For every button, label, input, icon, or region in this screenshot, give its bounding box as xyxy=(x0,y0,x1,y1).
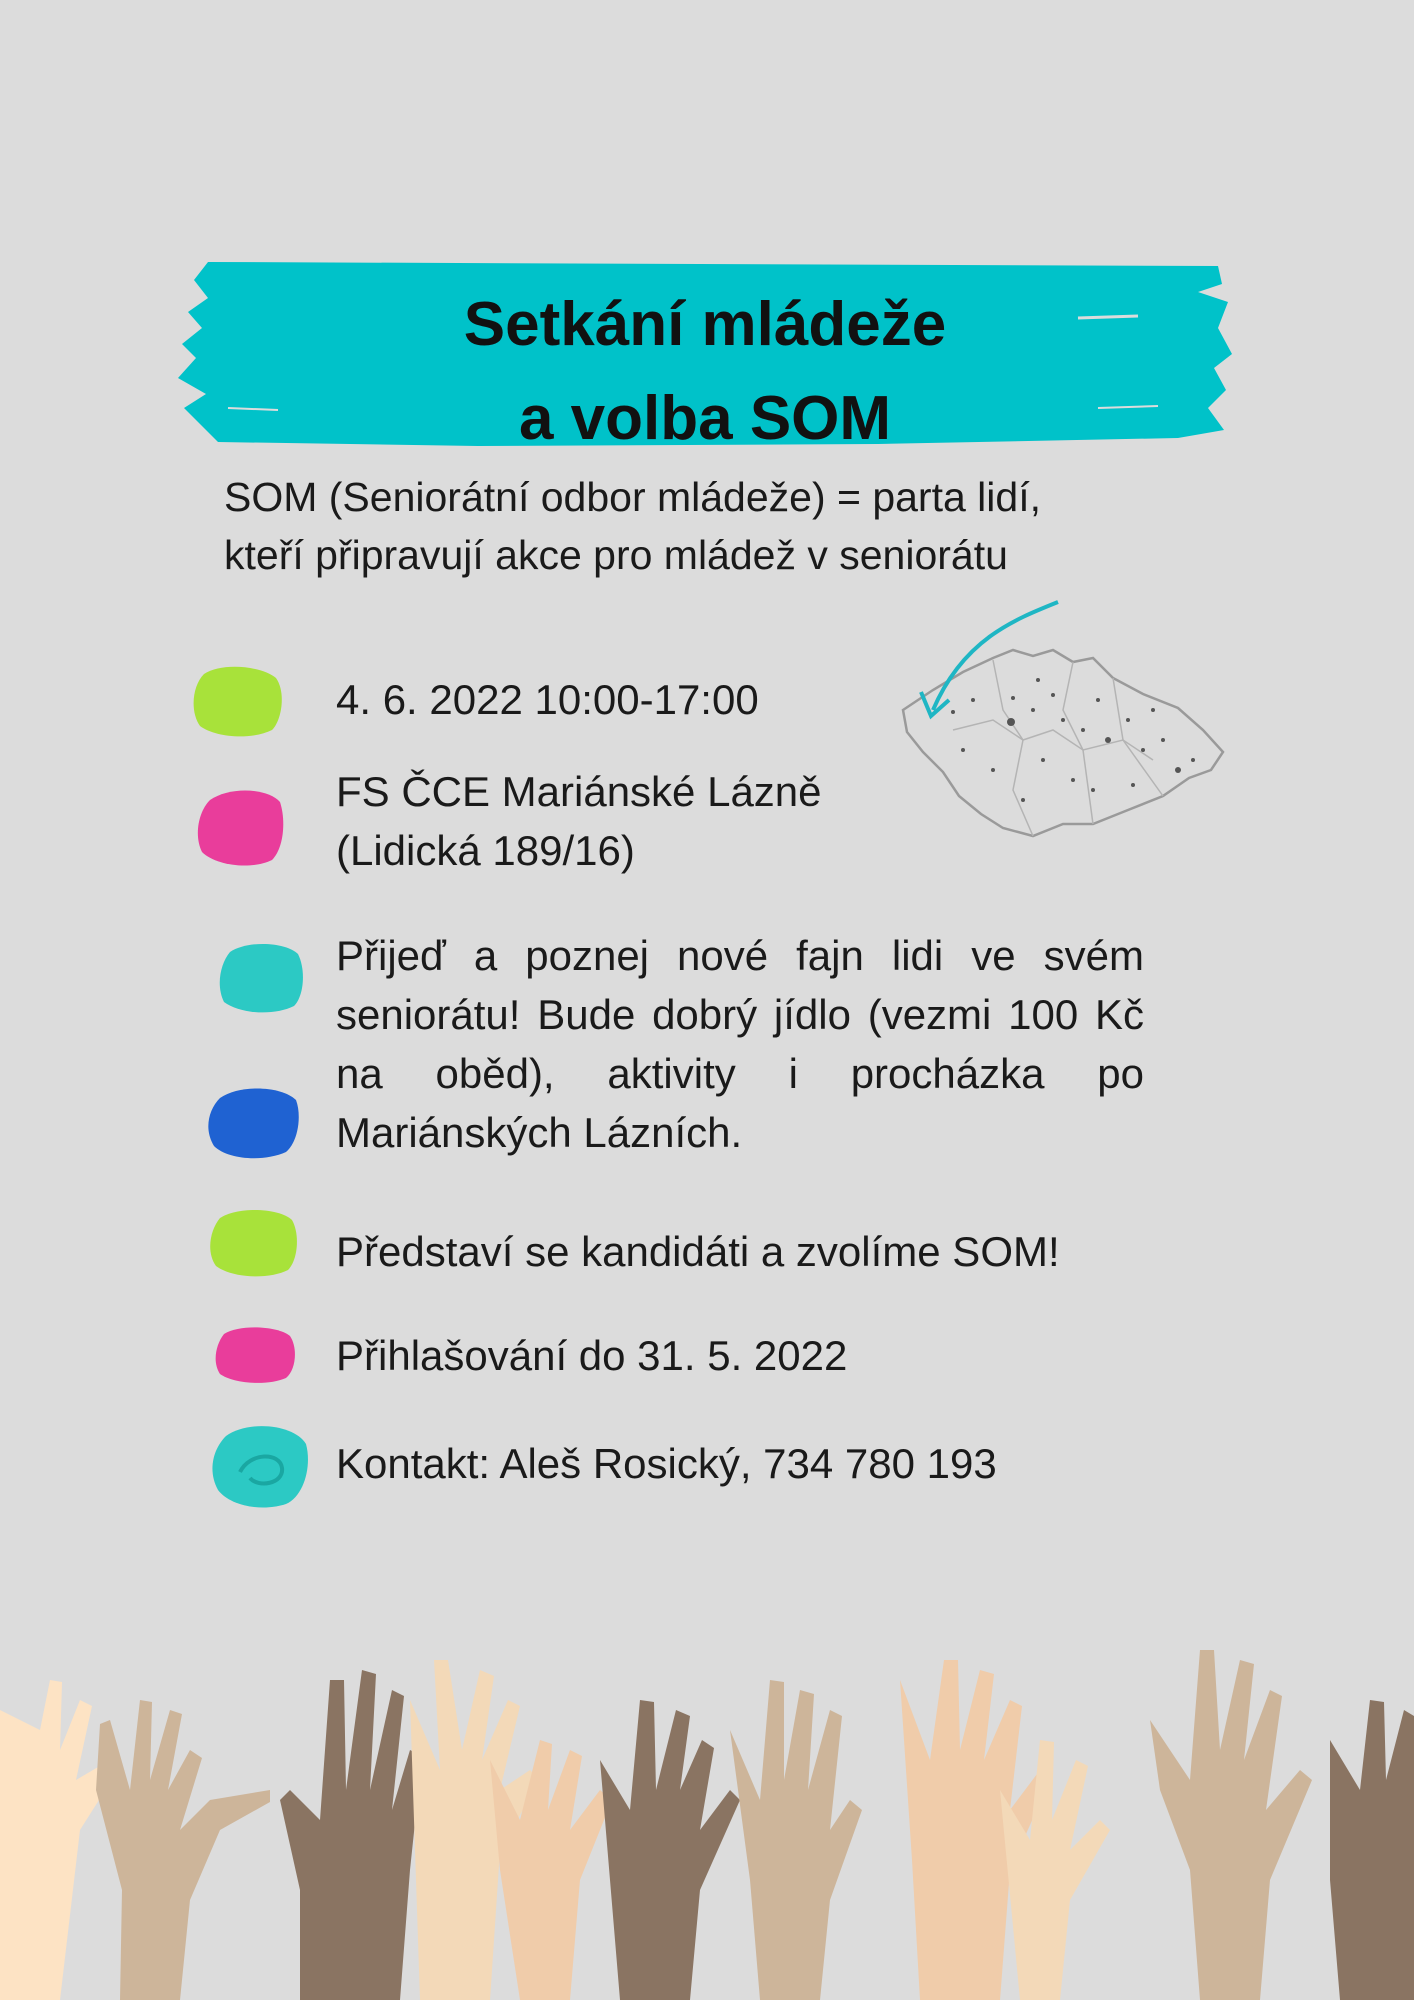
intro-line-2: kteří připravují akce pro mládež v seniorátu xyxy=(224,532,1008,578)
intro-line-1: SOM (Seniorátní odbor mládeže) = parta lidí, xyxy=(224,474,1041,520)
event-place xyxy=(336,762,822,880)
blue-paint-dot-icon xyxy=(206,1084,302,1162)
pink-paint-dot-icon xyxy=(196,786,286,868)
place-line-1: FS ČCE Mariánské Lázně xyxy=(336,768,822,815)
title-line-2: a volba SOM xyxy=(518,384,892,453)
intro-text xyxy=(224,468,1204,584)
contact-info: Kontakt: Aleš Rosický, 734 780 193 xyxy=(336,1440,997,1487)
election-info: Představí se kandidáti a zvolíme SOM! xyxy=(336,1228,1060,1275)
lime-paint-dot-icon-2 xyxy=(208,1206,300,1278)
teal-paint-dot-icon xyxy=(218,940,304,1016)
event-date: 4. 6. 2022 10:00-17:00 xyxy=(336,676,759,723)
registration-info: Přihlašování do 31. 5. 2022 xyxy=(336,1332,848,1379)
pink-paint-dot-icon-2 xyxy=(214,1324,296,1386)
teal-paint-swirl-icon xyxy=(210,1422,310,1510)
page-title xyxy=(178,278,1232,466)
place-line-2: (Lidická 189/16) xyxy=(336,827,635,874)
title-line-1: Setkání mládeže xyxy=(463,290,947,359)
title-banner xyxy=(178,258,1232,453)
raised-hands-illustration xyxy=(0,1640,1414,2000)
event-description: Přijeď a poznej nové fajn lidi ve svém seniorátu! Bude dobrý jídlo (vezmi 100 Kč na oběd), aktivity i procházka po Mariánských Lázních. xyxy=(336,932,1144,1156)
czech-map-icon xyxy=(893,600,1228,840)
lime-paint-dot-icon xyxy=(192,664,284,738)
